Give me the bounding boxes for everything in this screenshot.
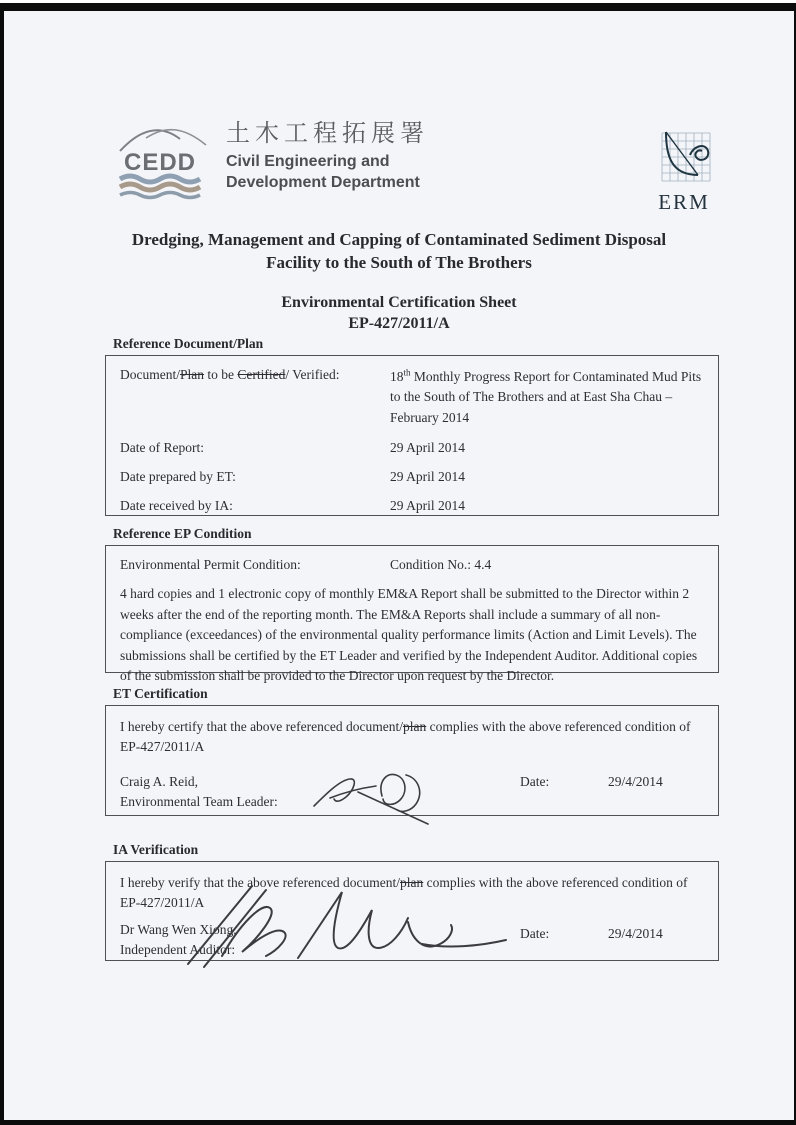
- document-row: [120, 367, 704, 428]
- date-received-label: Date received by IA:: [120, 497, 233, 513]
- et-certification-heading: ET Certification: [113, 686, 208, 701]
- header: [116, 107, 720, 217]
- strikethrough-plan: Plan: [180, 367, 205, 382]
- sheet-name: Environmental Certification Sheet: [281, 294, 517, 311]
- ep-condition-description: 4 hard copies and 1 electronic copy of monthly EM&A Report shall be submitted to the Director within 2 weeks after the end of the reporting month. The EM&A Reports shall include a summary of all non-compliance (exceedances) of the environmental quality performance limits (Action and Limit Levels). The submissions shall be certified by the ET Leader and verified by the Independent Auditor. Additional copies of the submission shall be provided to the Director upon request by the Director.: [120, 586, 698, 684]
- date-prepared-label: Date prepared by ET:: [120, 468, 236, 484]
- strikethrough-certified: Certified: [237, 367, 286, 382]
- permit-condition-row: [120, 557, 704, 573]
- document-label: Document/Plan to be Certified/ Verified:: [120, 367, 340, 382]
- scan-edge-strip: [0, 0, 796, 3]
- project-title-line1: Dredging, Management and Capping of Contaminated Sediment Disposal: [131, 230, 667, 249]
- cedd-acronym: CEDD: [124, 149, 197, 176]
- erm-logo: [648, 129, 720, 215]
- permit-condition-value: Condition No.: 4.4: [390, 557, 492, 572]
- cedd-chinese-name: 土木工程拓展署: [226, 119, 429, 147]
- et-date-value: 29/4/2014: [608, 774, 663, 790]
- et-certification-statement: I hereby certify that the above referenced document/plan complies with the above referenced condition of EP-427/2011/A: [120, 719, 691, 754]
- date-prepared-value: 29 April 2014: [390, 468, 466, 484]
- et-certification-box: [105, 705, 719, 816]
- et-signature: [306, 766, 462, 830]
- date-received-value: 29 April 2014: [390, 497, 466, 513]
- permit-number: EP-427/2011/A: [348, 314, 450, 332]
- cedd-english-name-line1: Civil Engineering and: [226, 152, 390, 170]
- ia-signatory-title: Independent Auditor:: [120, 941, 236, 957]
- et-signatory-name: Craig A. Reid,: [120, 774, 198, 790]
- date-of-report-value: 29 April 2014: [390, 439, 466, 455]
- permit-condition-label: Environmental Permit Condition:: [120, 557, 301, 572]
- date-of-report-row: [120, 440, 704, 456]
- ia-verification-statement: I hereby verify that the above referenced document/plan complies with the above referenced condition of EP-427/2011/A: [120, 875, 688, 910]
- ia-signature: [170, 878, 518, 970]
- ia-verification-box: [105, 861, 719, 961]
- project-title-line2: Facility to the South of The Brothers: [266, 252, 532, 272]
- ia-signatory-name: Dr Wang Wen Xiong,: [120, 922, 237, 938]
- ia-verification-heading: IA Verification: [113, 842, 199, 857]
- ia-date-label: Date:: [520, 926, 550, 942]
- certification-sheet-page: [4, 11, 794, 1120]
- date-received-row: [120, 498, 704, 514]
- date-of-report-label: Date of Report:: [120, 439, 204, 455]
- reference-ep-condition-box: [105, 545, 719, 684]
- ia-date-value: 29/4/2014: [608, 926, 663, 942]
- document-value: 18th Monthly Progress Report for Contaminated Mud Pits to the South of The Brothers and at East Sha Chau – February 2014: [390, 367, 702, 425]
- cedd-logo: [116, 117, 429, 203]
- et-signatory-title: Environmental Team Leader:: [120, 793, 278, 809]
- et-date-label: Date:: [520, 774, 550, 790]
- erm-sail-grid-icon: [652, 129, 716, 187]
- reference-ep-condition-heading: Reference EP Condition: [113, 526, 252, 541]
- reference-document-heading: Reference Document/Plan: [113, 336, 264, 351]
- date-prepared-row: [120, 469, 704, 485]
- reference-document-box: [105, 355, 719, 516]
- strikethrough-plan: plan: [400, 875, 424, 890]
- strikethrough-plan: plan: [402, 719, 427, 734]
- cedd-logo-mark: [116, 117, 212, 203]
- erm-label: ERM: [658, 190, 710, 214]
- project-title: [4, 229, 794, 275]
- et-signature-row: [120, 772, 704, 830]
- cedd-wordmark: [226, 117, 429, 193]
- sheet-title: [4, 293, 794, 335]
- cedd-english-name-line2: Development Department: [226, 173, 420, 191]
- ia-signature-row: [120, 920, 704, 964]
